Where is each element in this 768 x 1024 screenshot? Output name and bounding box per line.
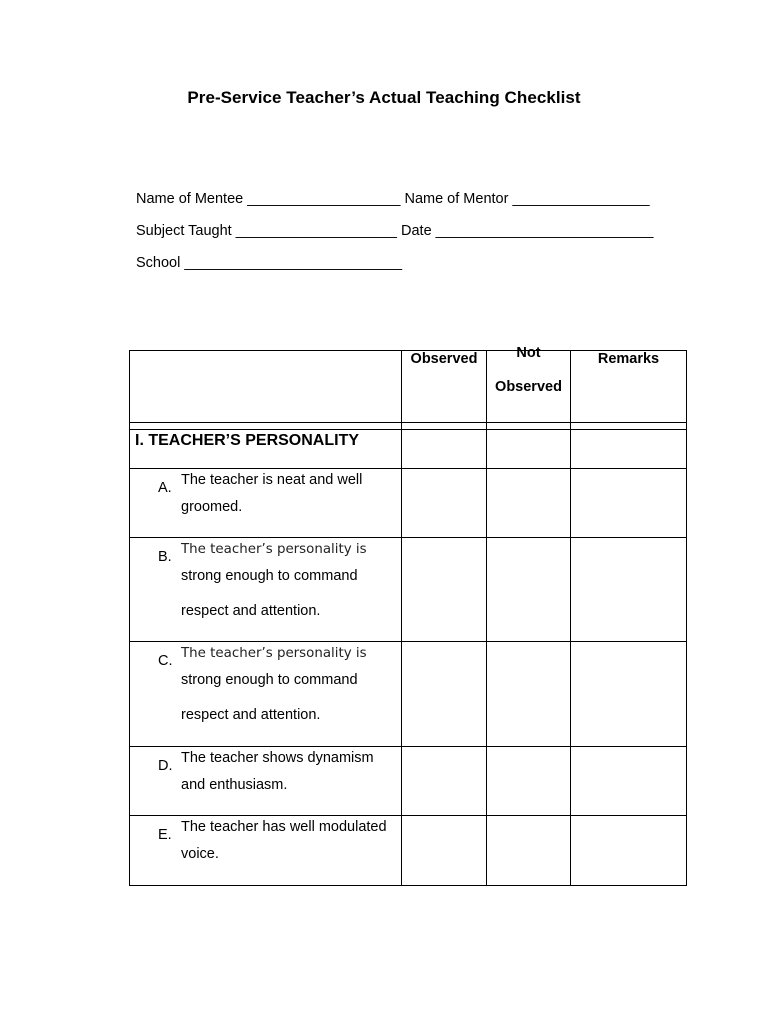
table-row (130, 642, 687, 747)
remarks-cell[interactable] (571, 642, 687, 747)
not-observed-cell[interactable] (487, 430, 571, 469)
spacer-cell (402, 423, 487, 430)
observed-cell[interactable] (402, 538, 487, 642)
document-title: Pre-Service Teacher’s Actual Teaching Checklist (187, 88, 581, 107)
observed-cell[interactable] (402, 642, 487, 747)
item-line: groomed. (181, 499, 243, 515)
item-line: The teacher’s personality is (181, 542, 367, 557)
item-letter: C. (158, 653, 173, 669)
table-row (130, 469, 687, 538)
table-row (130, 747, 687, 816)
header-not-observed (487, 345, 571, 423)
item-line: respect and attention. (181, 706, 321, 723)
school-field: School ___________________________ (136, 255, 403, 271)
item-line: strong enough to command (181, 568, 358, 584)
table-row (130, 816, 687, 886)
table-row (130, 538, 687, 642)
section-title: I. TEACHER’S PERSONALITY (135, 432, 360, 449)
item-text (181, 818, 397, 872)
remarks-cell[interactable] (571, 538, 687, 642)
header-not-observed-label: Observed (495, 379, 562, 395)
spacer-cell (571, 423, 687, 430)
mentee-mentor-fields: Name of Mentee ___________________ Name of Mentor _________________ (136, 191, 650, 207)
item-line: The teacher is neat and well (181, 472, 363, 488)
observed-cell[interactable] (402, 747, 487, 816)
header-remarks-label: Remarks (597, 351, 660, 367)
not-observed-cell[interactable] (487, 469, 571, 538)
item-cell (130, 642, 402, 747)
table-spacer-row (130, 423, 687, 430)
item-letter: A. (158, 480, 172, 496)
item-line: The teacher has well modulated (181, 819, 387, 835)
header-remarks (571, 351, 687, 423)
observed-cell[interactable] (402, 816, 487, 886)
checklist-table (129, 345, 687, 886)
item-text (181, 540, 397, 628)
item-line: voice. (181, 846, 219, 862)
remarks-cell[interactable] (571, 430, 687, 469)
item-text (181, 471, 397, 525)
header-not-label: Not (516, 345, 541, 361)
item-cell (130, 538, 402, 642)
item-cell (130, 469, 402, 538)
item-cell (130, 747, 402, 816)
item-letter: B. (158, 549, 172, 565)
header-observed (402, 351, 487, 423)
item-cell (130, 816, 402, 886)
not-observed-cell[interactable] (487, 747, 571, 816)
observed-cell[interactable] (402, 469, 487, 538)
item-line: The teacher shows dynamism (181, 750, 374, 766)
not-observed-cell[interactable] (487, 816, 571, 886)
item-text (181, 749, 397, 803)
table-header-row (130, 351, 687, 423)
section-row (130, 430, 687, 469)
item-line: strong enough to command (181, 672, 358, 688)
item-letter: E. (158, 827, 172, 843)
not-observed-cell[interactable] (487, 538, 571, 642)
not-observed-cell[interactable] (487, 642, 571, 747)
item-text (181, 644, 397, 732)
header-blank-cell (130, 351, 402, 423)
item-line: respect and attention. (181, 602, 321, 619)
section-cell (130, 430, 402, 469)
remarks-cell[interactable] (571, 816, 687, 886)
header-observed-label: Observed (410, 351, 478, 367)
item-line: The teacher’s personality is (181, 646, 367, 661)
item-letter: D. (158, 758, 173, 774)
remarks-cell[interactable] (571, 469, 687, 538)
remarks-cell[interactable] (571, 747, 687, 816)
observed-cell[interactable] (402, 430, 487, 469)
spacer-cell (130, 423, 402, 430)
subject-date-fields: Subject Taught ____________________ Date ___________________________ (136, 223, 654, 239)
spacer-cell (487, 423, 571, 430)
item-line: and enthusiasm. (181, 777, 288, 793)
